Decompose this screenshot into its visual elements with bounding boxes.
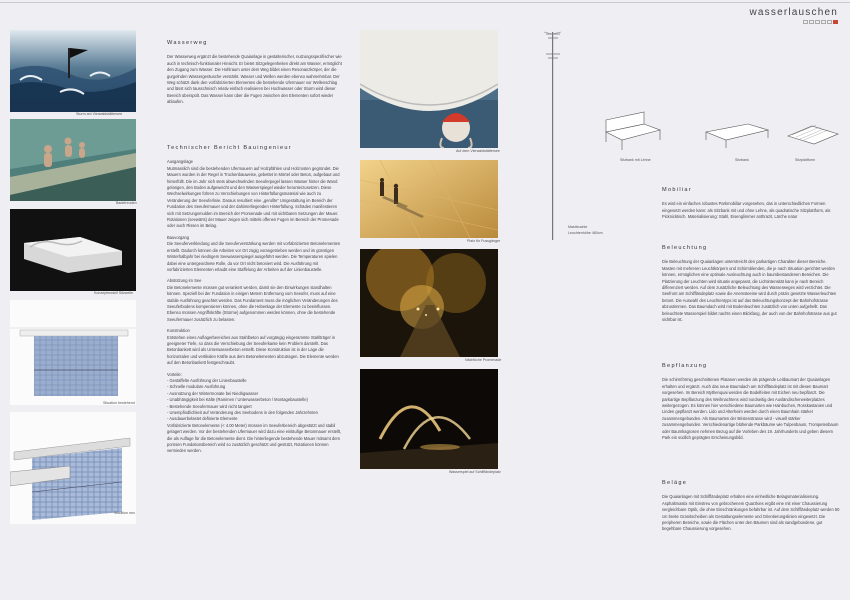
photo-night-promenade: [360, 249, 498, 357]
subheading-konstruktion: Konstruktion: [167, 328, 190, 334]
subheading-vorteile: Vorteile:: [167, 371, 182, 377]
list-item: - Unabhängigkeit bei Kälte (Rammen / Unterwasserbeton / Montagebaustelle): [167, 397, 308, 403]
text-column-beleuchtung: [662, 245, 840, 328]
text-column-wasserweg: [167, 40, 343, 111]
label-mast-height: Leuchtenhöhe 460cm: [568, 231, 603, 235]
label-platform: Sitzplattform: [795, 158, 815, 162]
page-dot: [815, 20, 820, 24]
list-item: - Schnelle modulare Ausführung: [167, 384, 226, 390]
drawing-situation-new: [10, 412, 136, 524]
list-item: - Bestehende Seeufermauer wird nicht tangiert: [167, 403, 252, 409]
photo-pedestrians: [360, 160, 498, 238]
subheading-bauvorgang: Bauvorgang: [167, 234, 190, 240]
text-column-technik: [167, 145, 343, 460]
heading-wasserweg: Wasserweg: [167, 40, 208, 46]
label-mast-light: Mastleuchte: [568, 225, 588, 229]
heading-mobiliar: Mobiliar: [662, 187, 692, 193]
caption-pedestrians: Platz für Fussgänger: [467, 239, 501, 243]
caption-water-play: Wasserspiel auf Schiffländeplatz: [449, 470, 501, 474]
caption-ship: Auf dem Vierwaldstättersee: [456, 149, 500, 153]
text-column-belaege: [662, 480, 840, 538]
photo-water-play: [360, 369, 498, 469]
paragraph-ausgangslage: Mutmasslich sind die bestehenden Ufermauern auf Holzpfählen und Holzrosten gegründet. Die Mauern wurden in der Regel in Trockenbauweise, gebettet in Mörtel oder Beton, aufgebaut und hinterfüllt. Die im Jahr sich stets abwechselnden Seeuferpegel lassen Wasser hinter die Wand gelangen, den Boden aufgeweicht und den Wasserspiegel wieder herunterzusetzen. Diese Wechselwirkungen führen zu Verschiebungen von Hinterfüllungsmaterial wie auch zu Veränderung der Seeuferlinie. Daraus resultiert eine „gerollte“ Umgestaltung im Bereich der Fundation des Seeufermauer und der dahinterliegenden Hinterfüllung. Schäden manifestieren sich mit Setzungsmulden im Bereich der Promenade und mit sichtbaren Setzungen der Mauer. Rotationen (seewärts) der Mauer zeigen sich mittels offenen Fugen im Bereich der Promenade oder auch Rissen im Belag.: [167, 165, 340, 229]
drawing-bench: [702, 118, 772, 154]
caption-model: Konzeptmodell Sitzwelle: [94, 291, 133, 295]
text-column-mobiliar: [662, 187, 840, 226]
paragraph-bauvorgang: Die Seeuferverkleidung und die Seeuferverstärkung werden mit vorfabrizierten Betonelementen erstellt. Dadurch können die Arbeiten vor Ort zügig vorangetrieben werden und im günstigen Winterhalbjahr bei niedrigem Seewasserspiegel ausgeführt werden. Die Temperaturen spielen dabei eine untergeordnete Rolle, da vor Ort nicht betoniert wird. Die Ausführung mit vorfabrizierten Elementen erlaubt eine Staffelung der Arbeiten auf der Linienbaustelle.: [167, 241, 341, 272]
heading-bepflanzung: Bepflanzung: [662, 363, 708, 369]
photo-model-seat-wave: [10, 209, 136, 291]
caption-night: Nächtliche Promenade: [465, 358, 502, 362]
label-bench-back: Sitzbank mit Lehne: [620, 158, 651, 162]
caption-storm: Sturm am Vierwaldstättersee: [76, 112, 123, 116]
top-rule: [0, 2, 850, 3]
text-column-bepflanzung: [662, 363, 840, 446]
paragraph-schluss: Vorfabrizierte Betonelemente (< 4.00 Meter) müssen im Seeuferbereich abgestützt und stabil gelagert werden. Vor der bestehenden Ufermauer wird dazu eine einläufige Betonmauer erstellt, die als Auflage für die Betonelemente dient. Die hinterliegende bestehende Mauer mitsamt dem porösen Fundationsbereich wird so zusätzlich geschützt und gestützt, Rotationen können vermieden werden.: [167, 422, 342, 454]
page-dot: [803, 20, 808, 24]
page-dot: [827, 20, 832, 24]
paragraph-beleuchtung: Die Beleuchtung der Quaianlagen unterstreicht den parkartigen Charakter dieser Bereiche. Masten mit mehreren Leuchtkörpern und Schirmblenden, die je nach Situation gerichtet werden können, ermöglichen eine optimale Ausleuchtung auch in baumbestandenen Bereichen. Die Platzierung der Leuchten wird situativ angepasst, die Lichtintensität kann je nach Bereich differenziert werden. Auf dem zusätzliche Beleuchtung des Wasserweges wird verzichtet. Die Seefront am Schiffländeplatz sowie die Anemsteeine wird durch präzis gesetzte Wasserleuchten betont. Die Auswahl des Leuchtentyps ist auf das Beleuchtungskonzept der Bahnhofstrasse abzustimmen. Das Baumdach wird mit Bodenleuchten zusätzlich von unten aufgehellt. Das beleuchtete Wasserspiel bildet nachts einen Blickfang, der auch von der Bahnhofstrasse aus gut sichtbar ist.: [662, 259, 837, 323]
heading-technik: Technischer Bericht Bauingenieur: [167, 145, 292, 151]
caption-bathing: Badefreuden: [116, 201, 137, 205]
paragraph-mobiliar: Es wird ein einfaches robustes Parkmobiliar vorgesehen, das in unterschiedlichen Formen eingesetzt werden kann: als Sitzbank mit und ohne Lehne, als quadratische Sitzplattform, als Picknicktisch. Materialisierung: Stahl, Eisenglimmer anthrazit, Lärche natur: [662, 201, 831, 220]
page-dot-active: [833, 20, 838, 24]
label-bench: Sitzbank: [735, 158, 749, 162]
photo-storm-lake: [10, 30, 136, 112]
photo-bathing: [10, 119, 136, 201]
page-dot: [821, 20, 826, 24]
paragraph-abstuetzung: Die Betonelemente müssen gut verankert werden, damit sie den Einwirkungen standhalten können. Speziell bei der Fundation in einigen Metern Entfernung vom Seeufer, muss auf eine stabile Ausführung geachtet werden. Das Fundament muss die möglichen Veränderungen des Seeuferbodens kompensieren können, ohne die Hebenlage der Elemente zu beeinflussen. Ebenso müssen Angriffskräfte (Stürme) aufgenommen werden können, ohne die bestehende Seeufermauer zusätzlich zu belasten.: [167, 284, 338, 322]
subheading-abstuetzung: Abstützung im See: [167, 278, 202, 284]
caption-existing: Situation bestehend: [103, 401, 135, 405]
paragraph-bepflanzung: Die schirmförmig geschnittenen Platanen werden als prägende Leitbaumart der Quaianlagen erhalten und ergänzt. Auch das neue Baumdach am Schiffländeplatz ist mit diesen Baumart vorgesehen. Im Bereich Mythenquai werden die Bodelfeiten mit Eichen neu bepflanzt. Die parkartige Bepflanzung des Weihnachtens wird nordseitig des Ausländischerweiterplatzes weitergezogen. Es können hier verschiedene Baumarten wie Hainbuchen, Rosskastanien und Linden gepflanzt werden. Lido und Alterheim werden durch einen Baumhain stärker zusammengebunden. Als Baumarten der Bristenstrasse wird - visuell stärker zusammengebunden. Verschiedenartige blühende Parkbäume wie Tulpenbaum, Trompetenbaum oder Baumhagrosen nehmen Bezug auf die Vorleben des 19. Jahrhunderts und geben diesem Park ein südlich geprägtes Erscheinungsbild.: [662, 377, 839, 441]
list-item: - Unempfindlichkeit auf Veränderung des Seebodens in den folgenden Jahrzehnten: [167, 410, 318, 416]
page-indicator: [803, 20, 838, 24]
paragraph-konstruktion: Entstehen eines Auflagerbereiches aus Stahlbeton auf vorgängig eingerammte Stahlträger in geeigneter Tiefe, so dass die Verschiebung der Seeuferkante kein Problem darstellt. Das Betonbankett wird als Unterwasserbeton erstellt. Diese Konstruktion ist in der Lage die horizontalen und vertikalen Kräfte aus dem Betonelementen abzutragen. Die Elemente werden auf den Betonbankett festgeschraubt.: [167, 334, 339, 366]
list-item: - Ausdauerbelastet definierte Elemente: [167, 416, 238, 422]
subheading-ausgangslage: Ausgangslage: [167, 159, 193, 165]
drawing-platform: [782, 118, 842, 154]
page-dot: [809, 20, 814, 24]
caption-new: Situation neu: [114, 511, 135, 515]
photo-ship-bow: [360, 30, 498, 148]
project-title: wasserlauschen: [749, 7, 838, 18]
drawing-situation-existing: [10, 300, 136, 405]
list-item: - Gestaffelte Ausführung der Linienbaustelle: [167, 378, 247, 383]
heading-belaege: Beläge: [662, 480, 688, 486]
heading-beleuchtung: Beleuchtung: [662, 245, 708, 251]
list-item: - Ausnützung der Wintermonate bei Niedrigwasser: [167, 390, 259, 396]
paragraph-belaege: Die Quaianlagen mit Schiffländeplatz erhalten eine einheitliche Belagsmaterialisierung. Asphaltmastix mit Einstreu von gebrochenem Quarzkies ergibt eine mit einer Chaussierung vergleichbare Optik, die ohne Einschränkungen befahrbar ist. Auf dem Schiffländeplatz werden 50 cm breite Granitscheiben als Gestaltungselemente und Orientierungslinien eingesetzt. Die peripheren Bereiche, sowie die Flächen unter den Bäumen sind als sandgebundene, gut begehbare Chaussierung vorgesehen.: [662, 494, 840, 532]
drawing-mast-light: [540, 28, 566, 243]
drawing-bench-with-back: [600, 110, 664, 156]
paragraph-wasserweg: Der Wasserweg ergänzt die bestehende Quaianlage in gestalterischer, nutzungsspezifischer wie auch in technisch-funktionaler Hinsicht. Er bietet Sitzgelegenheiten direkt am Wasser, ermöglicht den Zugang zum Wasser. Die Hohlraum unter dem Weg bildet einen Resonanzkörper, der die gurgelnden Wassergeräusche verstärkt. Wasser und Wellen werden ebenso wahrnehmbar. Der Weg schützt dank den vorfabrizierten Elementen die bestehende Ufermauer vor Wellenschlag und lässt sich tausschnisch relativ einfach realisieren bei Hochwasser oder Sturm wird dieser Bereich überspült. Das Wasser kann über die Fugen zwischen den Elementen sofort wieder ablaufen.: [167, 54, 342, 105]
